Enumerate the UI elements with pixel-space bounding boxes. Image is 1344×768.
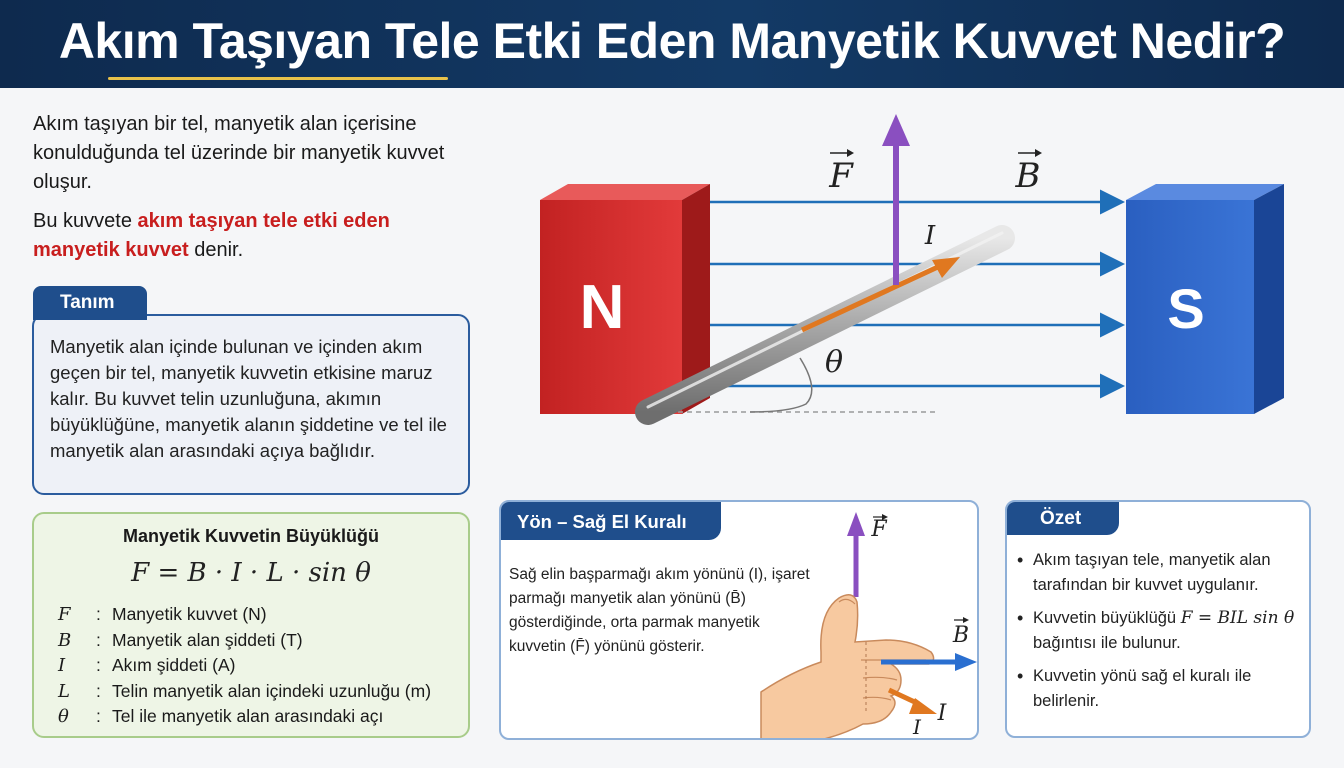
hand-current-label-2: I	[913, 715, 921, 739]
symbol: F	[58, 604, 71, 626]
summary-item-prefix: Kuvvetin büyüklüğü	[1033, 609, 1181, 627]
force-label-group	[828, 149, 854, 196]
force-arrow	[882, 114, 910, 285]
tanim-tab: Tanım	[33, 286, 147, 320]
symbol-row	[58, 628, 431, 654]
magnitude-formula: F = B · I · L · sin θ	[131, 558, 371, 588]
south-label: S	[1167, 277, 1205, 340]
symbol: L	[58, 680, 70, 702]
magnitude-box	[32, 512, 470, 738]
symbol-colon: :	[96, 706, 101, 727]
hand-force-label: F	[871, 517, 887, 542]
symbol: θ	[58, 706, 69, 728]
page-title: Akım Taşıyan Tele Etki Eden Manyetik Kuvvet Nedir?	[58, 13, 1286, 69]
symbol: I	[58, 655, 66, 677]
header-banner	[0, 0, 1344, 88]
symbol-desc: Manyetik kuvvet (N)	[112, 604, 267, 625]
summary-item: • Akım taşıyan tele, manyetik alan tarafından bir kuvvet uygulanır.	[1017, 548, 1307, 598]
symbol-colon: :	[96, 680, 101, 701]
summary-item: • Kuvvetin yönü sağ el kuralı ile belirlenir.	[1017, 664, 1307, 714]
intro-highlight: akım taşıyan tele etki eden manyetik kuvvet	[33, 210, 390, 261]
symbol-list	[58, 602, 431, 730]
intro-paragraph-2	[33, 207, 453, 265]
summary-list	[1017, 548, 1307, 722]
title-underline	[108, 77, 448, 80]
hand-current-label: I	[937, 701, 947, 726]
right-hand-rule-box	[499, 500, 979, 740]
symbol-row	[58, 653, 431, 679]
right-hand-rule-tab: Yön – Sağ El Kuralı	[501, 502, 721, 540]
current-arrow	[802, 257, 960, 330]
summary-item-suffix: bağıntısı ile bulunur.	[1033, 634, 1181, 652]
right-hand-illustration	[751, 502, 979, 740]
south-magnet	[1126, 184, 1284, 414]
symbol-row	[58, 679, 431, 705]
north-label: N	[579, 273, 625, 342]
symbol-desc: Akım şiddeti (A)	[112, 655, 236, 676]
symbol-desc: Telin manyetik alan içindeki uzunluğu (m)	[112, 680, 432, 701]
current-label: I	[924, 221, 936, 251]
angle-label: θ	[824, 345, 844, 380]
summary-tab: Özet	[1007, 502, 1119, 535]
intro-text	[33, 110, 453, 265]
summary-item-formula: F = BIL sin θ	[1180, 608, 1295, 628]
summary-box	[1005, 500, 1311, 738]
field-label: B	[1015, 156, 1041, 196]
right-hand-rule-text: Sağ elin başparmağı akım yönünü (I), işaret parmağı manyetik alan yönünü (B̄) gösterdiğinde, orta parmak manyetik kuvvetin (F̄) yönünü gösterir.	[509, 566, 810, 655]
symbol-desc: Manyetik alan şiddeti (T)	[112, 629, 303, 650]
summary-item	[1017, 606, 1307, 656]
symbol-desc: Tel ile manyetik alan arasındaki açı	[112, 706, 384, 727]
north-magnet	[540, 184, 710, 414]
force-label: F	[829, 156, 853, 196]
intro-suffix: denir.	[188, 239, 244, 261]
symbol-colon: :	[96, 655, 101, 676]
symbol-colon: :	[96, 604, 101, 625]
hand-field-label: B	[952, 623, 970, 648]
magnitude-title: Manyetik Kuvvetin Büyüklüğü	[122, 526, 380, 546]
symbol: B	[58, 629, 72, 651]
symbol-row	[58, 602, 431, 628]
symbol-colon: :	[96, 629, 101, 650]
magnet-wire-diagram	[520, 100, 1340, 445]
field-label-group	[1015, 149, 1043, 196]
symbol-row	[58, 704, 431, 730]
tanim-text: Manyetik alan içinde bulunan ve içinden akım geçen bir tel, manyetik kuvvetin etkisine maruz kalır. Bu kuvvet telin uzunluğuna, akımın büyüklüğüne, manyetik alanın şiddetine ve tel ile manyetik alan arasındaki açıya bağlıdır.	[50, 336, 447, 461]
tanim-box	[32, 314, 470, 495]
intro-paragraph-1: Akım taşıyan bir tel, manyetik alan içerisine konulduğunda tel üzerinde bir manyetik kuvvet oluşur.	[33, 113, 445, 193]
intro-prefix: Bu kuvvete	[33, 210, 138, 232]
